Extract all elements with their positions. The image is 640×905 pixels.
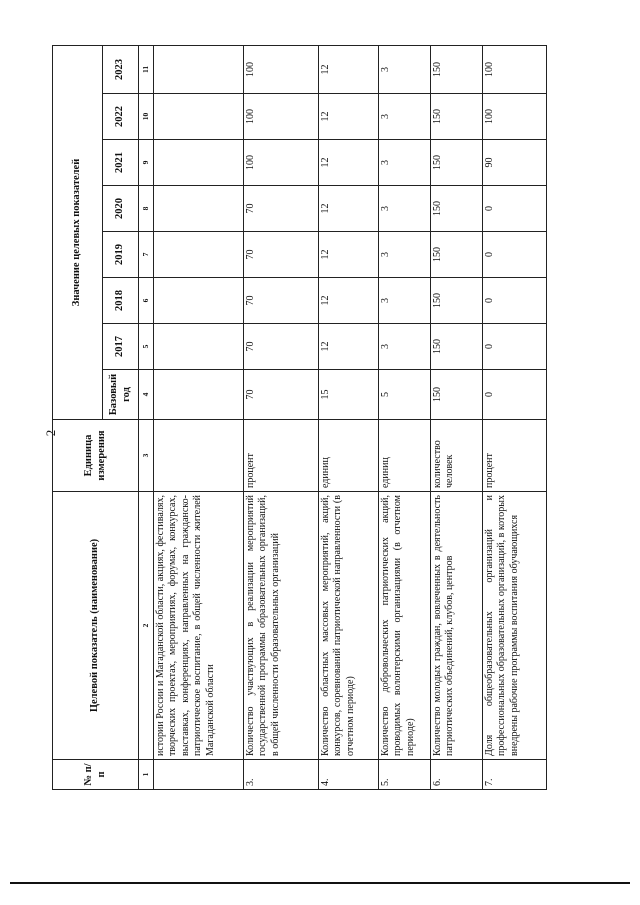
row-value: 150	[431, 232, 483, 278]
row-value	[154, 186, 244, 232]
row-value: 12	[319, 140, 379, 186]
row-num	[154, 760, 244, 790]
indicators-table	[52, 45, 547, 790]
row-value: 3	[379, 278, 431, 324]
row-indicator: Количество областных массовых мероприятий, акций, конкурсов, соревнований патриотической направленности (в отчетном периоде)	[319, 492, 379, 760]
row-num: 5.	[379, 760, 431, 790]
row-value: 100	[244, 140, 319, 186]
header-year: 2022	[103, 94, 139, 140]
row-value: 150	[431, 324, 483, 370]
header-values-group: Значение целевых показателей	[53, 45, 103, 419]
row-value: 3	[379, 232, 431, 278]
row-value: 70	[244, 186, 319, 232]
header-year: 2019	[103, 232, 139, 278]
column-number: 7	[139, 232, 154, 278]
header-year: 2018	[103, 278, 139, 324]
column-number: 1	[139, 760, 154, 790]
row-unit: единиц	[379, 420, 431, 492]
row-value: 150	[431, 94, 483, 140]
column-number: 8	[139, 186, 154, 232]
row-unit: количество человек	[431, 420, 483, 492]
row-value: 12	[319, 94, 379, 140]
row-num: 6.	[431, 760, 483, 790]
row-value: 0	[483, 186, 547, 232]
header-year: 2021	[103, 140, 139, 186]
row-unit: процент	[244, 420, 319, 492]
row-value: 0	[483, 232, 547, 278]
row-value: 12	[319, 232, 379, 278]
header-num: № п/п	[53, 760, 139, 790]
row-indicator: Количество участвующих в реализации мероприятий государственной программы образовательных организаций, в общей численности образовательных организаций	[244, 492, 319, 760]
row-value: 3	[379, 94, 431, 140]
header-year: 2017	[103, 324, 139, 370]
column-number: 10	[139, 94, 154, 140]
row-value: 0	[483, 370, 547, 420]
page-number: 2	[43, 429, 58, 437]
row-value: 150	[431, 186, 483, 232]
row-value: 3	[379, 45, 431, 93]
row-value: 70	[244, 324, 319, 370]
table-row	[154, 45, 244, 789]
row-num: 3.	[244, 760, 319, 790]
column-number: 6	[139, 278, 154, 324]
row-value: 3	[379, 186, 431, 232]
column-number: 5	[139, 324, 154, 370]
row-indicator: Количество молодых граждан, вовлеченных в деятельность патриотических объединений, клубов, центров	[431, 492, 483, 760]
header-base-year: Базовый год	[103, 370, 139, 420]
row-value: 3	[379, 324, 431, 370]
row-value	[154, 278, 244, 324]
table-row	[431, 45, 483, 789]
header-year: 2023	[103, 45, 139, 93]
row-value: 12	[319, 324, 379, 370]
row-unit: процент	[483, 420, 547, 492]
row-value: 100	[483, 94, 547, 140]
row-value: 3	[379, 140, 431, 186]
row-num: 7.	[483, 760, 547, 790]
row-value: 70	[244, 370, 319, 420]
row-value: 12	[319, 45, 379, 93]
table-row	[319, 45, 379, 789]
row-value	[154, 370, 244, 420]
row-value: 12	[319, 278, 379, 324]
row-indicator: истории России и Магаданской области, акциях, фестивалях, творческих проектах, мероприятиях, форумах, конкурсах, выставках, конференциях, направленных на гражданско-патриотическое воспитание, в общей численности жителей Магаданской области	[154, 492, 244, 760]
row-value: 150	[431, 140, 483, 186]
row-value: 0	[483, 324, 547, 370]
row-value: 150	[431, 278, 483, 324]
row-unit: единиц	[319, 420, 379, 492]
row-value	[154, 324, 244, 370]
column-number: 4	[139, 370, 154, 420]
row-value	[154, 94, 244, 140]
row-indicator: Доля общеобразовательных организаций и профессиональных образовательных организаций, в которых внедрены рабочие программы воспитания обучающихся	[483, 492, 547, 760]
column-number: 9	[139, 140, 154, 186]
row-unit	[154, 420, 244, 492]
row-indicator: Количество добровольческих патриотических акций, проводимых волонтерскими организациями (в отчетном периоде)	[379, 492, 431, 760]
row-value	[154, 140, 244, 186]
row-value: 90	[483, 140, 547, 186]
row-value: 0	[483, 278, 547, 324]
indicators-table-rotated	[52, 46, 572, 790]
table-row	[379, 45, 431, 789]
row-value	[154, 45, 244, 93]
header-name: Целевой показатель (наименование)	[53, 492, 139, 760]
column-number: 2	[139, 492, 154, 760]
row-num: 4.	[319, 760, 379, 790]
row-value: 70	[244, 278, 319, 324]
row-value: 100	[483, 45, 547, 93]
row-value: 100	[244, 45, 319, 93]
footer-rule	[10, 882, 630, 884]
row-value: 5	[379, 370, 431, 420]
header-unit: Единица измерения	[53, 420, 139, 492]
table-row	[483, 45, 547, 789]
column-number-row	[139, 45, 154, 789]
row-value: 70	[244, 232, 319, 278]
row-value: 150	[431, 370, 483, 420]
row-value: 100	[244, 94, 319, 140]
row-value: 150	[431, 45, 483, 93]
row-value: 15	[319, 370, 379, 420]
column-number: 11	[139, 45, 154, 93]
table-row	[244, 45, 319, 789]
row-value	[154, 232, 244, 278]
row-value: 12	[319, 186, 379, 232]
header-year: 2020	[103, 186, 139, 232]
column-number: 3	[139, 420, 154, 492]
